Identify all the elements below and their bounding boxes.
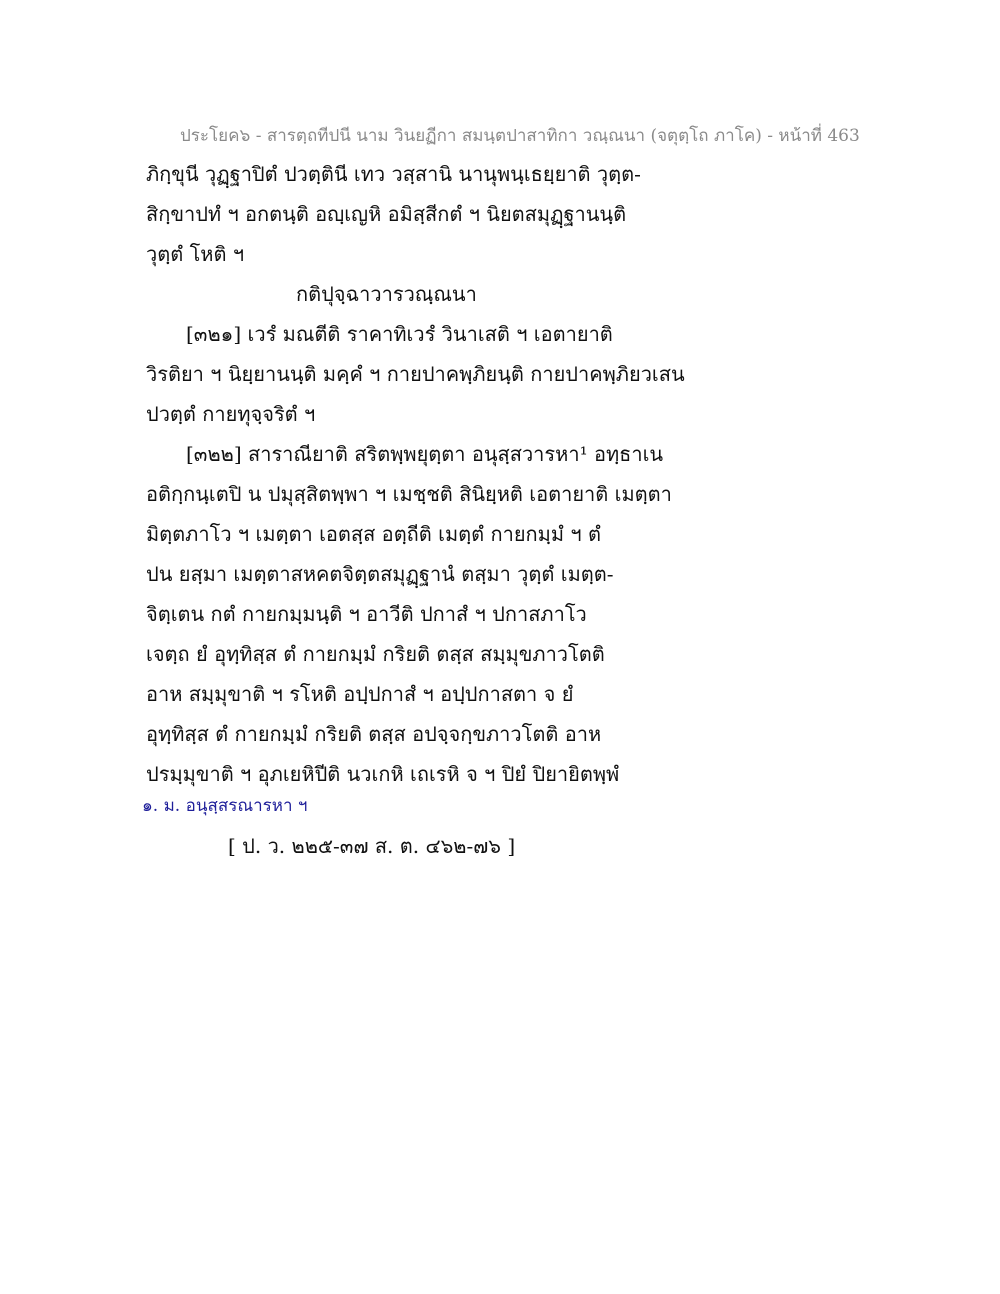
page-reference: [ ป. ว. ๒๒๕-๓๗ ส. ต. ๔๖๒-๗๖ ]: [228, 834, 516, 858]
text-line: อุทฺทิสฺส ตํ กายกมฺมํ กริยติ ตสฺส อปจฺจกฺขภาวโตติ อาห: [146, 722, 602, 746]
body-text: [146, 154, 686, 794]
text-line: ปรมฺมุขาติ ฯ อุภเยหิปีติ นวเกหิ เถเรหิ จ ฯ ปิยํ ปิยายิตพฺพํ: [146, 762, 620, 786]
running-header: ประโยค๖ - สารตฺถทีปนี นาม วินยฏีกา สมนฺตปาสาทิกา วณฺณนา (จตุตฺโถ ภาโค) - หน้าที่ 463: [180, 126, 860, 146]
section-heading: กติปุจฺฉาวารวณฺณนา: [296, 282, 477, 306]
paragraph-start-321: [๓๒๑] เวรํ มณตีติ ราคาทิเวรํ วินาเสติ ฯ เอตายาติ: [186, 322, 613, 346]
text-line: จิตฺเตน กตํ กายกมฺมนฺติ ฯ อาวีติ ปกาสํ ฯ ปกาสภาโว: [146, 602, 587, 626]
text-line: ปน ยสฺมา เมตฺตาสหคตจิตฺตสมุฏฺฐานํ ตสฺมา วุตฺตํ เมตฺต-: [146, 562, 614, 586]
text-line: ปวตฺตํ กายทุจฺจริตํ ฯ: [146, 402, 316, 426]
text-line: วิรติยา ฯ นิยฺยานนฺติ มคฺคํ ฯ กายปาคพฺภิยนฺติ กายปาคพฺภิยวเสน: [146, 362, 685, 386]
paragraph-start-322: [๓๒๒] สาราณียาติ สริตพฺพยุตฺตา อนุสฺสวารหา¹ อทฺธาเน: [186, 442, 664, 466]
footnote: ๑. ม. อนุสฺสรณารหา ฯ: [142, 796, 308, 816]
text-line: อาห สมฺมุขาติ ฯ รโหติ อปฺปกาสํ ฯ อปฺปกาสตา จ ยํ: [146, 682, 574, 706]
text-line: มิตฺตภาโว ฯ เมตฺตา เอตสฺส อตฺถีติ เมตฺตํ กายกมฺมํ ฯ ตํ: [146, 522, 601, 546]
text-line: ภิกฺขุนี วุฏฺฐาปิตํ ปวตฺตินี เทว วสฺสานิ นานุพนฺเธยฺยาติ วุตฺต-: [146, 162, 641, 186]
text-line: เจตฺถ ยํ อุทฺทิสฺส ตํ กายกมฺมํ กริยติ ตสฺส สมฺมุขภาวโตติ: [146, 642, 605, 666]
text-line: วุตฺตํ โหติ ฯ: [146, 242, 245, 266]
text-line: อติกฺกนฺเตปิ น ปมุสฺสิตพฺพา ฯ เมชฺชติ สินิยฺหติ เอตายาติ เมตฺตา: [146, 482, 672, 506]
text-line: สิกฺขาปทํ ฯ อกตนฺติ อญฺเญหิ อมิสฺสีกตํ ฯ นิยตสมุฏฺฐานนฺติ: [146, 202, 627, 226]
